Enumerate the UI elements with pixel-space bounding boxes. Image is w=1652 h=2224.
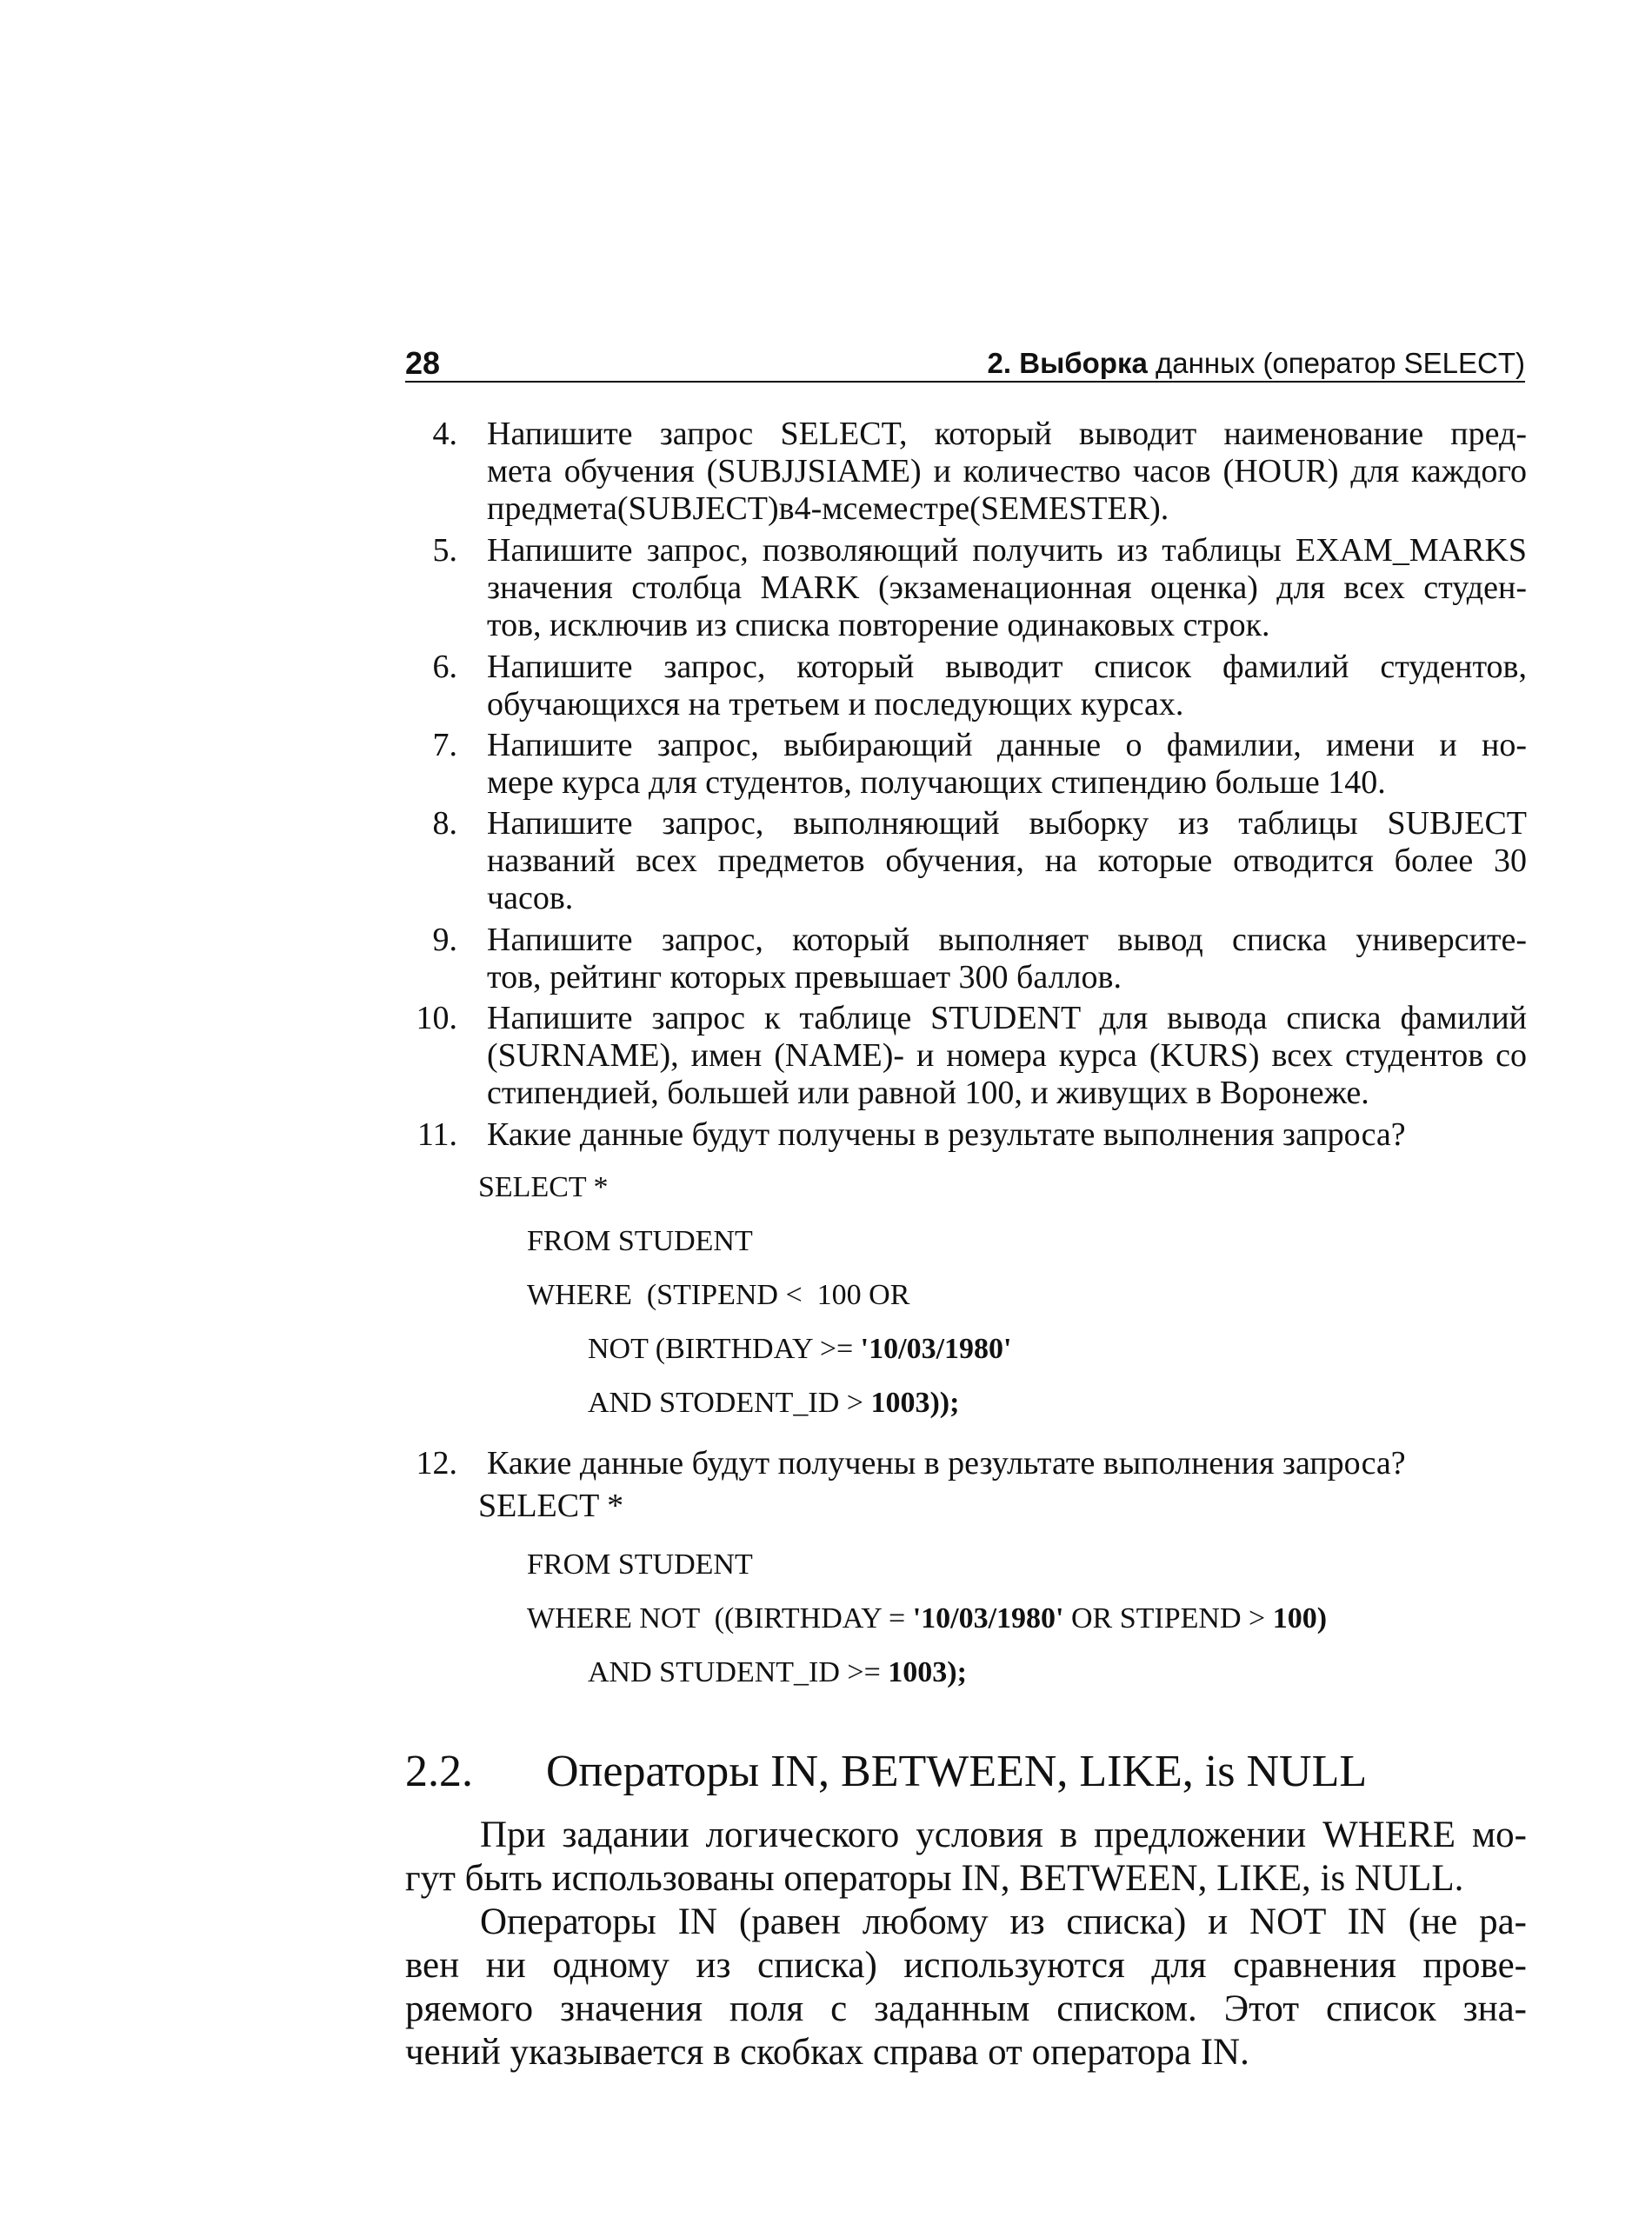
code-fragment: WHERE NOT ((BIRTHDAY = — [527, 1602, 913, 1635]
text-line: мере курса для студентов, получающих стипендию больше 140. — [487, 764, 1386, 801]
text-line: гут быть использованы операторы IN, BETWEEN, LIKE, is NULL. — [405, 1858, 1464, 1899]
body-paragraph — [405, 1901, 1527, 2074]
exercise-number: 6. — [432, 649, 457, 685]
exercise-text — [487, 1000, 1527, 1112]
text-line: обучающихся на третьем и последующих курсах. — [487, 686, 1184, 722]
text-line: вен ни одному из списка) используются для сравнения прове- — [405, 1945, 1527, 1986]
text-line: (SURNAME), имен (NAME)- и номера курса (KURS) всех студентов со — [487, 1037, 1527, 1074]
code-fragment: AND STUDENT_ID >= — [588, 1656, 889, 1688]
exercise-text — [487, 532, 1527, 644]
text-line: ряемого значения поля с заданным списком. Этот список зна- — [405, 1988, 1527, 2029]
section-title: Операторы IN, BETWEEN, LIKE, is NULL — [546, 1747, 1368, 1796]
exercise-number: 4. — [432, 416, 457, 452]
chapter-title — [988, 346, 1525, 381]
exercise-number: 11. — [416, 1116, 457, 1153]
code-fragment: OR STIPEND > — [1063, 1602, 1273, 1635]
exercise-text — [487, 727, 1527, 802]
text-line: Напишите запрос, выполняющий выборку из таблицы SUBJECT — [487, 805, 1527, 842]
text-line: Какие данные будут получены в результате выполнения запроса? — [487, 1116, 1406, 1153]
code-line: FROM STUDENT — [527, 1548, 753, 1581]
text-line: чений указывается в скобках справа от оператора IN. — [405, 2032, 1249, 2073]
code-literal: 100) — [1272, 1602, 1328, 1635]
exercise-number: 12. — [416, 1445, 457, 1482]
code-literal: '10/03/1980' — [912, 1602, 1064, 1635]
body-paragraph — [405, 1814, 1527, 1901]
text-line: Какие данные будут получены в результате выполнения запроса? — [487, 1445, 1406, 1482]
text-line: названий всех предметов обучения, на которые отводится более 30 — [487, 842, 1527, 879]
code-literal: 1003); — [888, 1656, 967, 1688]
section-number: 2.2. — [405, 1747, 473, 1796]
exercise-text — [487, 416, 1527, 528]
code-literal: 1003)); — [870, 1387, 960, 1419]
exercise-text — [487, 805, 1527, 917]
chapter-number: 2. — [987, 347, 1012, 379]
text-line: Напишите запрос, который выводит список фамилий студентов, — [487, 649, 1527, 685]
exercise-number: 9. — [432, 922, 457, 958]
exercise-number: 7. — [432, 727, 457, 763]
text-line: тов, исключив из списка повторение одинаковых строк. — [487, 607, 1270, 643]
text-line: значения столбца MARK (экзаменационная оценка) для всех студен- — [487, 569, 1527, 606]
chapter-title-rest: данных (оператор SELECT) — [1156, 347, 1525, 379]
running-header — [405, 346, 1525, 383]
text-line: Напишите запрос SELECT, который выводит наименование пред- — [487, 416, 1527, 452]
exercise-number: 10. — [416, 1000, 457, 1036]
code-line: SELECT * — [478, 1488, 624, 1524]
exercise-number: 8. — [432, 805, 457, 842]
code-literal: '10/03/1980' — [860, 1333, 1012, 1365]
code-line: WHERE (STIPEND < 100 OR — [527, 1279, 910, 1311]
code-fragment: NOT (BIRTHDAY >= — [588, 1333, 861, 1365]
page-number: 28 — [405, 345, 441, 381]
text-line: Напишите запрос, который выполняет вывод списка университе- — [487, 922, 1527, 958]
code-line — [588, 1655, 967, 1690]
text-line: тов, рейтинг которых превышает 300 баллов. — [487, 959, 1122, 995]
text-line: При задании логического условия в предложении WHERE мо- — [480, 1814, 1527, 1855]
text-line: Напишите запрос, позволяющий получить из таблицы EXAM_MARKS — [487, 532, 1527, 569]
chapter-title-bold: Выборка — [1019, 347, 1148, 379]
exercise-text — [487, 1116, 1527, 1154]
code-line — [588, 1386, 959, 1421]
code-line — [588, 1332, 1011, 1367]
code-line — [527, 1601, 1327, 1636]
exercise-text — [487, 1445, 1527, 1482]
text-line: часов. — [487, 880, 574, 916]
text-line: стипендией, большей или равной 100, и живущих в Воронеже. — [487, 1075, 1369, 1111]
exercise-number: 5. — [432, 532, 457, 569]
text-line: Напишите запрос к таблице STUDENT для вывода списка фамилий — [487, 1000, 1527, 1036]
code-fragment: AND STODENT_ID > — [588, 1387, 871, 1419]
text-line: мета обучения (SUBJJSIAME) и количество часов (HOUR) для каждого — [487, 453, 1527, 489]
code-line: SELECT * — [478, 1171, 609, 1203]
text-line: Операторы IN (равен любому из списка) и NOT IN (не ра- — [480, 1901, 1527, 1942]
exercise-text — [487, 922, 1527, 996]
code-line: FROM STUDENT — [527, 1225, 753, 1257]
text-line: Напишите запрос, выбирающий данные о фамилии, имени и но- — [487, 727, 1527, 763]
text-line: предмета(SUBJECT)в4-мсеместре(SEMESTER). — [487, 490, 1169, 527]
exercise-text — [487, 649, 1527, 723]
